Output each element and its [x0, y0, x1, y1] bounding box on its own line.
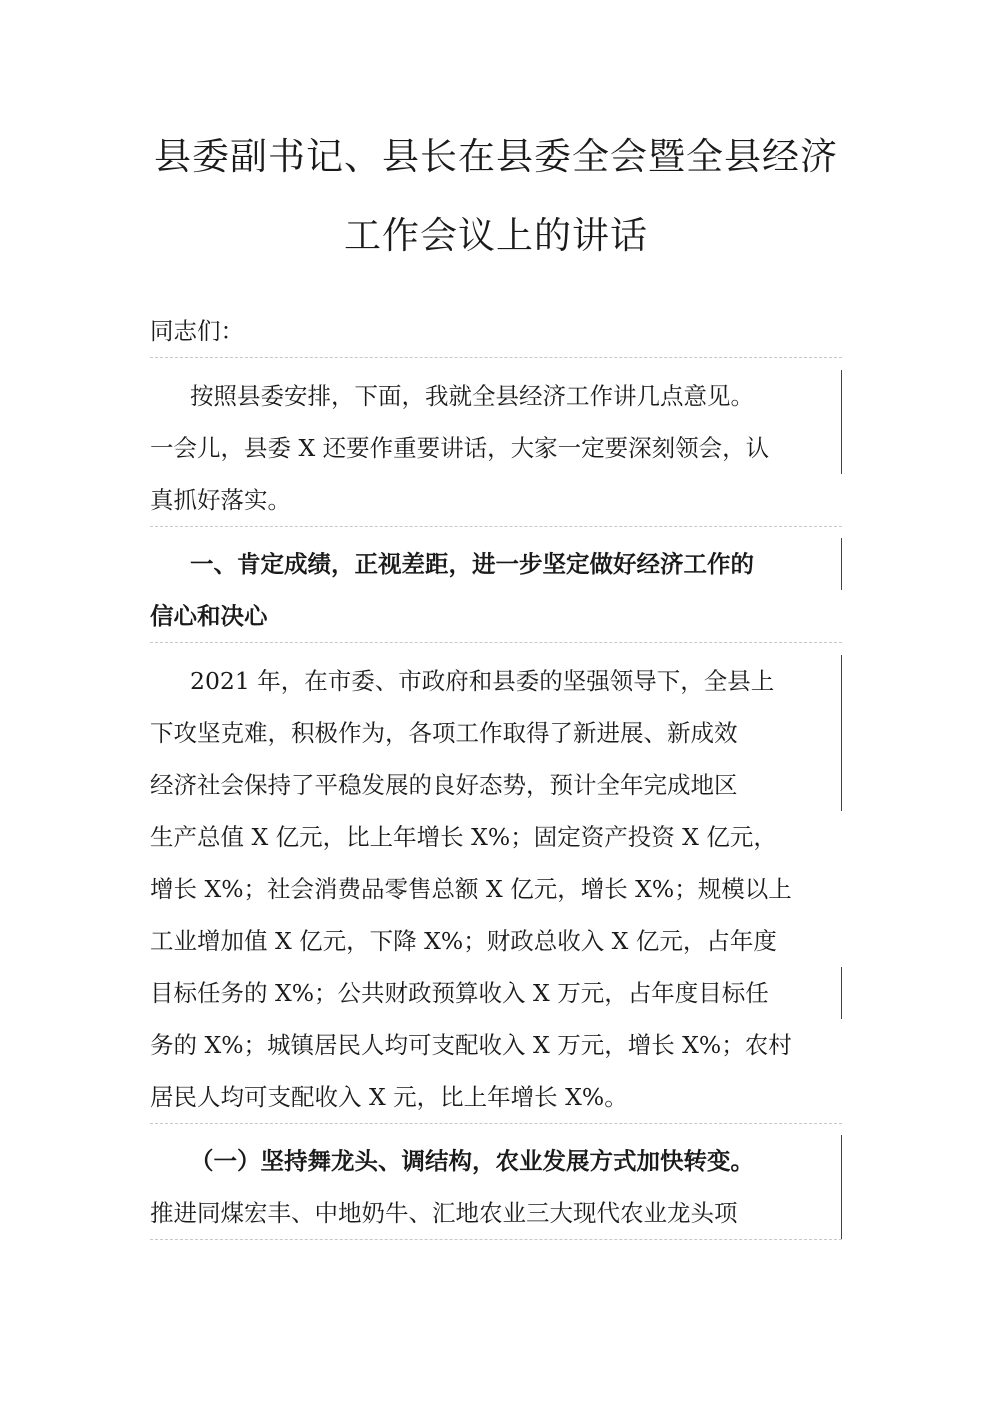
section-heading-1: [150, 538, 842, 643]
salutation: [150, 305, 842, 358]
paragraph-line: 目标任务的 X%；公共财政预算收入 X 万元，占年度目标任: [150, 967, 842, 1019]
paragraph-line: 下攻坚克难，积极作为，各项工作取得了新进展、新成效: [150, 707, 842, 759]
paragraph-line: 推进同煤宏丰、中地奶牛、汇地农业三大现代农业龙头项: [150, 1187, 842, 1239]
paragraph-line: 生产总值 X 亿元，比上年增长 X%；固定资产投资 X 亿元，: [150, 823, 777, 851]
paragraph-achievements: [150, 655, 842, 1124]
document-title-line-2: 工作会议上的讲话: [344, 214, 648, 257]
paragraph-intro: [150, 370, 842, 527]
paragraph-line: 经济社会保持了平稳发展的良好态势，预计全年完成地区: [150, 759, 842, 811]
paragraph-line: 工业增加值 X 亿元，下降 X%；财政总收入 X 亿元，占年度: [150, 927, 777, 955]
paragraph-line: 按照县委安排，下面，我就全县经济工作讲几点意见。: [150, 370, 842, 422]
paragraph-line: 居民人均可支配收入 X 元，比上年增长 X%。: [150, 1083, 628, 1111]
paragraph-line: 2021 年，在市委、市政府和县委的坚强领导下，全县上: [150, 655, 842, 707]
subheading-line: （一）坚持舞龙头、调结构，农业发展方式加快转变。: [150, 1135, 842, 1187]
document-title-line-1: 县委副书记、县长在县委全会暨全县经济: [154, 135, 838, 178]
subsection-heading-agriculture: [150, 1135, 842, 1240]
heading-line: 一、肯定成绩，正视差距，进一步坚定做好经济工作的: [150, 538, 842, 590]
paragraph-line: 务的 X%；城镇居民人均可支配收入 X 万元，增长 X%；农村: [150, 1031, 792, 1059]
paragraph-line: 真抓好落实。: [150, 486, 291, 514]
paragraph-line: 一会儿，县委 X 还要作重要讲话，大家一定要深刻领会，认: [150, 422, 842, 474]
heading-line: 信心和决心: [150, 602, 268, 630]
salutation-text: 同志们：: [150, 317, 244, 345]
paragraph-line: 增长 X%；社会消费品零售总额 X 亿元，增长 X%；规模以上: [150, 875, 792, 903]
